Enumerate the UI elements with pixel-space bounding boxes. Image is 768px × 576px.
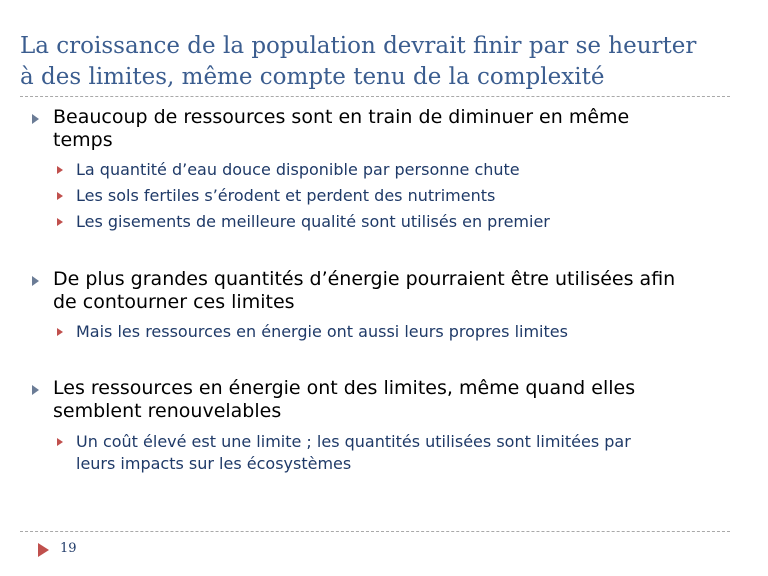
bullet-text-line: Les ressources en énergie ont des limites, même quand elles [53,377,636,399]
bullet-arrow-icon [32,385,39,395]
footer-divider [20,531,730,532]
bullet-item [53,377,743,423]
sub-bullet-arrow-icon [57,166,63,174]
bullet-text-line: temps [53,129,113,151]
bullet-item [53,106,743,152]
sub-bullet-item: La quantité d’eau douce disponible par personne chute [76,160,520,179]
slide-title [20,31,750,93]
sub-bullet-item: Les sols fertiles s’érodent et perdent des nutriments [76,186,496,205]
footer-arrow-icon [38,543,49,557]
slide-title-line-2: à des limites, même compte tenu de la complexité [20,64,605,90]
sub-bullet-arrow-icon [57,328,63,336]
sub-bullet-text-line: leurs impacts sur les écosystèmes [76,454,352,473]
bullet-text-line: De plus grandes quantités d’énergie pourraient être utilisées afin [53,268,676,290]
slide-title-line-1: La croissance de la population devrait finir par se heurter [20,33,697,59]
sub-bullet-arrow-icon [57,218,63,226]
sub-bullet-arrow-icon [57,192,63,200]
bullet-text-line: Beaucoup de ressources sont en train de diminuer en même [53,106,630,128]
bullet-text-line: semblent renouvelables [53,400,282,422]
sub-bullet-item: Les gisements de meilleure qualité sont utilisés en premier [76,212,550,231]
sub-bullet-item [76,431,736,475]
title-divider [20,96,730,97]
page-number: 19 [60,541,77,556]
sub-bullet-item: Mais les ressources en énergie ont aussi leurs propres limites [76,322,568,341]
bullet-text-line: de contourner ces limites [53,291,295,313]
bullet-item [53,268,743,314]
sub-bullet-arrow-icon [57,438,63,446]
bullet-arrow-icon [32,114,39,124]
bullet-arrow-icon [32,276,39,286]
sub-bullet-text-line: Un coût élevé est une limite ; les quantités utilisées sont limitées par [76,432,631,451]
